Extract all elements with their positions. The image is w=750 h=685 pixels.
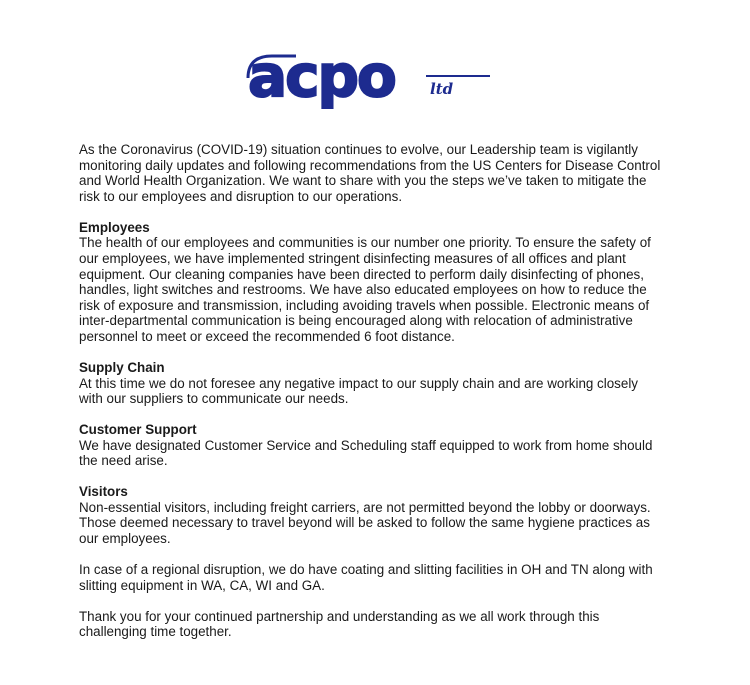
section-body: Non-essential visitors, including freight carriers, are not permitted beyond the lobby or doorways. Those deemed necessary to travel beyond will be asked to follow the same hygiene practices as our employees. — [79, 499, 651, 547]
section-supply-chain — [79, 360, 665, 407]
logo-wordmark: acpo — [248, 50, 395, 110]
section-customer-support — [79, 422, 665, 469]
closing-paragraph: Thank you for your continued partnership and understanding as we all work through this challenging time together. — [79, 608, 600, 640]
section-heading: Visitors — [79, 484, 128, 500]
section-heading: Supply Chain — [79, 359, 165, 375]
section-body: The health of our employees and communities is our number one priority. To ensure the safety of our employees, we have implemented stringent disinfecting measures of all offices and plant equipment. Our cleaning companies have been directed to perform daily disinfecting of phones, handles, light switches and restrooms. We have also educated employees on how to reduce the risk of exposure and transmission, including avoiding travels when possible. Electronic means of inter-departmental communication is being encouraged along with relocation of administrative personnel to meet or exceed the recommended 6 foot distance. — [79, 235, 651, 344]
company-logo — [244, 50, 494, 112]
section-heading: Employees — [79, 219, 150, 235]
section-body: At this time we do not foresee any negative impact to our supply chain and are working closely with our suppliers to communicate our needs. — [79, 375, 638, 407]
section-heading: Customer Support — [79, 422, 197, 438]
letter-body — [79, 142, 665, 655]
intro-paragraph: As the Coronavirus (COVID-19) situation continues to evolve, our Leadership team is vigilantly monitoring daily updates and following recommendations from the US Centers for Disease Control and World Health Organization. We want to share with you the steps we’ve taken to mitigate the risk to our employees and disruption to our operations. — [79, 142, 661, 204]
logo-suffix: ltd — [430, 80, 454, 98]
section-employees — [79, 220, 665, 345]
regional-paragraph: In case of a regional disruption, we do have coating and slitting facilities in OH and TN along with slitting equipment in WA, CA, WI and GA. — [79, 562, 653, 593]
section-visitors — [79, 484, 665, 546]
acpo-logo-mark — [244, 50, 494, 112]
section-body: We have designated Customer Service and Scheduling staff equipped to work from home should the need arise. — [79, 437, 653, 469]
